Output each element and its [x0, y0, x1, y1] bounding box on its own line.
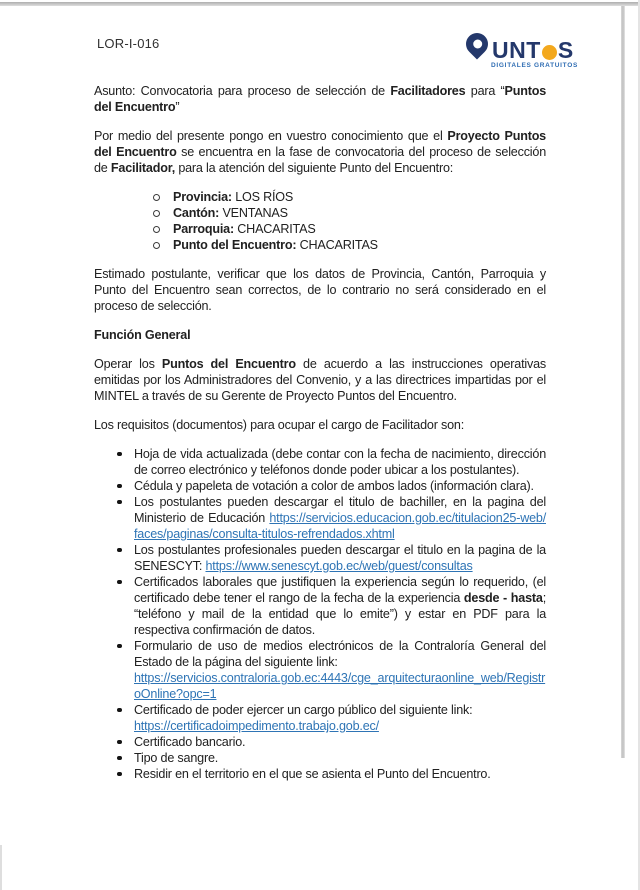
bold-run: Puntos del Encuentro: [94, 84, 546, 114]
list-item: [94, 446, 546, 478]
disc-bullet-icon: [117, 452, 122, 457]
text-run: Por medio del presente pongo en vuestro conocimiento que el: [94, 129, 448, 143]
text-run: CHACARITAS: [299, 238, 378, 252]
bold-run: Puntos del Encuentro: [161, 357, 296, 371]
requirements-intro-paragraph: [94, 417, 546, 433]
bold-run: Cantón:: [173, 206, 223, 220]
list-item: [94, 702, 546, 734]
list-item: [94, 189, 546, 205]
disc-bullet-icon: [117, 644, 122, 649]
text-run: Tipo de sangre.: [134, 751, 219, 765]
map-pin-logo-icon: [464, 30, 491, 62]
text-run: Residir en el territorio en el que se asienta el Punto del Encuentro.: [134, 767, 491, 781]
bold-run: Punto del Encuentro:: [173, 238, 300, 252]
text-run: LOS RÍOS: [235, 190, 294, 204]
doc-code: LOR-I-016: [97, 36, 160, 51]
text-run: Cédula y papeleta de votación a color de ambos lados (información clara).: [134, 479, 534, 493]
verification-paragraph: [94, 266, 546, 314]
location-list: [94, 189, 546, 253]
list-item: [94, 766, 546, 782]
text-run: para la atención del siguiente Punto del Encuentro:: [175, 161, 454, 175]
bold-run: Parroquia:: [173, 222, 238, 236]
photo-left-edge: [0, 845, 2, 890]
disc-bullet-icon: [117, 484, 122, 489]
text-run: Función General: [94, 328, 191, 342]
bold-run: Provincia:: [173, 190, 236, 204]
text-run: se encuentra en la fase de convocatoria del proceso de selección de: [94, 145, 546, 175]
hyperlink[interactable]: https://www.senescyt.gob.ec/web/guest/consultas: [205, 559, 473, 573]
list-item: [94, 237, 546, 253]
text-run: CHACARITAS: [237, 222, 316, 236]
bold-run: desde - hasta: [463, 591, 543, 605]
circle-bullet-icon: [153, 194, 160, 201]
disc-bullet-icon: [117, 548, 122, 553]
list-item-text: [134, 639, 546, 701]
requirements-list: [94, 446, 546, 782]
list-item-text: [134, 703, 472, 733]
list-item-text: [134, 495, 546, 541]
puntos-logo-wordmark: [464, 30, 578, 62]
logo-caption: DIGITALES GRATUITOS: [491, 62, 578, 69]
text-run: Operar los: [94, 357, 162, 371]
list-item: [94, 638, 546, 702]
disc-bullet-icon: [117, 772, 122, 777]
text-run: ”: [175, 100, 180, 114]
logo-letters: S: [557, 37, 574, 63]
bold-run: Facilitador,: [110, 161, 176, 175]
hyperlink[interactable]: https://servicios.contraloria.gob.ec:4443/cge_arquitecturaonline_web/RegistroOnline?opc=1: [134, 671, 546, 701]
page-right-edge: [621, 6, 625, 758]
list-item-text: [134, 543, 546, 573]
section-heading-funcion-general: [94, 327, 546, 343]
funcion-general-paragraph: [94, 356, 546, 404]
text-run: Certificados laborales que justifiquen la experiencia según lo requerido, (el certificado debe tener el rango de la fecha de la experiencia: [134, 575, 546, 605]
intro-paragraph: [94, 128, 546, 176]
disc-bullet-icon: [117, 580, 122, 585]
circle-bullet-icon: [153, 226, 160, 233]
text-run: para “: [465, 84, 505, 98]
list-item-text: [134, 751, 218, 765]
circle-bullet-icon: [153, 242, 160, 249]
text-run: ; “teléfono y mail de la entidad que lo emite”) y estar en PDF para la respectiva confirmación de datos.: [134, 591, 547, 637]
text-run: Formulario de uso de medios electrónicos de la Contraloría General del Estado de la página del siguiente link:: [134, 639, 546, 669]
orange-dot-icon: [542, 45, 557, 60]
list-item-text: [173, 238, 378, 252]
text-run: Hoja de vida actualizada (debe contar con la fecha de nacimiento, dirección de correo electrónico y teléfonos donde poder ubicar a los postulantes).: [134, 447, 546, 477]
puntos-logo: [464, 30, 578, 69]
page-top-edge: [0, 2, 640, 6]
list-item: [94, 494, 546, 542]
text-run: Los postulantes pueden descargar el titulo de bachiller, en la pagina del Ministerio de Educación: [134, 495, 546, 525]
list-item-text: [134, 447, 546, 477]
list-item: [94, 478, 546, 494]
text-run: Certificado bancario.: [134, 735, 246, 749]
list-item-text: [134, 767, 491, 781]
text-run: Los postulantes profesionales pueden descargar el titulo en la pagina de la SENESCYT:: [134, 543, 546, 573]
list-item: [94, 542, 546, 574]
text-run: de acuerdo a las instrucciones operativas emitidas por los Administradores del Convenio, y a las directrices impartidas por el MINTEL a través de su Gerente de Proyecto Puntos del Encuentro.: [94, 357, 546, 403]
disc-bullet-icon: [117, 500, 122, 505]
text-run: VENTANAS: [222, 206, 288, 220]
list-item: [94, 574, 546, 638]
list-item-text: [173, 190, 293, 204]
list-item: [94, 205, 546, 221]
bold-run: Proyecto Puntos del Encuentro: [94, 129, 546, 159]
disc-bullet-icon: [117, 708, 122, 713]
text-run: Estimado postulante, verificar que los datos de Provincia, Cantón, Parroquia y Punto del Encuentro sean correctos, de lo contrario no será considerado en el proceso de selección.: [94, 267, 546, 313]
list-item: [94, 221, 546, 237]
hyperlink[interactable]: https://servicios.educacion.gob.ec/titulacion25-web/faces/paginas/consulta-titulos-refrendados.xhtml: [134, 511, 546, 541]
text-run: Los requisitos (documentos) para ocupar el cargo de Facilitador son:: [94, 418, 465, 432]
circle-bullet-icon: [153, 210, 160, 217]
list-item-text: [134, 479, 534, 493]
list-item-text: [173, 206, 288, 220]
logo-letters: UNT: [492, 37, 541, 63]
list-item-text: [134, 575, 546, 637]
subject-paragraph: [94, 83, 546, 115]
list-item: [94, 734, 546, 750]
list-item-text: [173, 222, 316, 236]
list-item: [94, 750, 546, 766]
text-run: Asunto: Convocatoria para proceso de selección de: [94, 84, 391, 98]
list-item-text: [134, 735, 245, 749]
disc-bullet-icon: [117, 740, 122, 745]
hyperlink[interactable]: https://certificadoimpedimento.trabajo.gob.ec/: [134, 719, 379, 733]
document-body: [94, 83, 546, 795]
disc-bullet-icon: [117, 756, 122, 761]
text-run: Certificado de poder ejercer un cargo público del siguiente link:: [134, 703, 473, 717]
bold-run: Facilitadores: [390, 84, 466, 98]
